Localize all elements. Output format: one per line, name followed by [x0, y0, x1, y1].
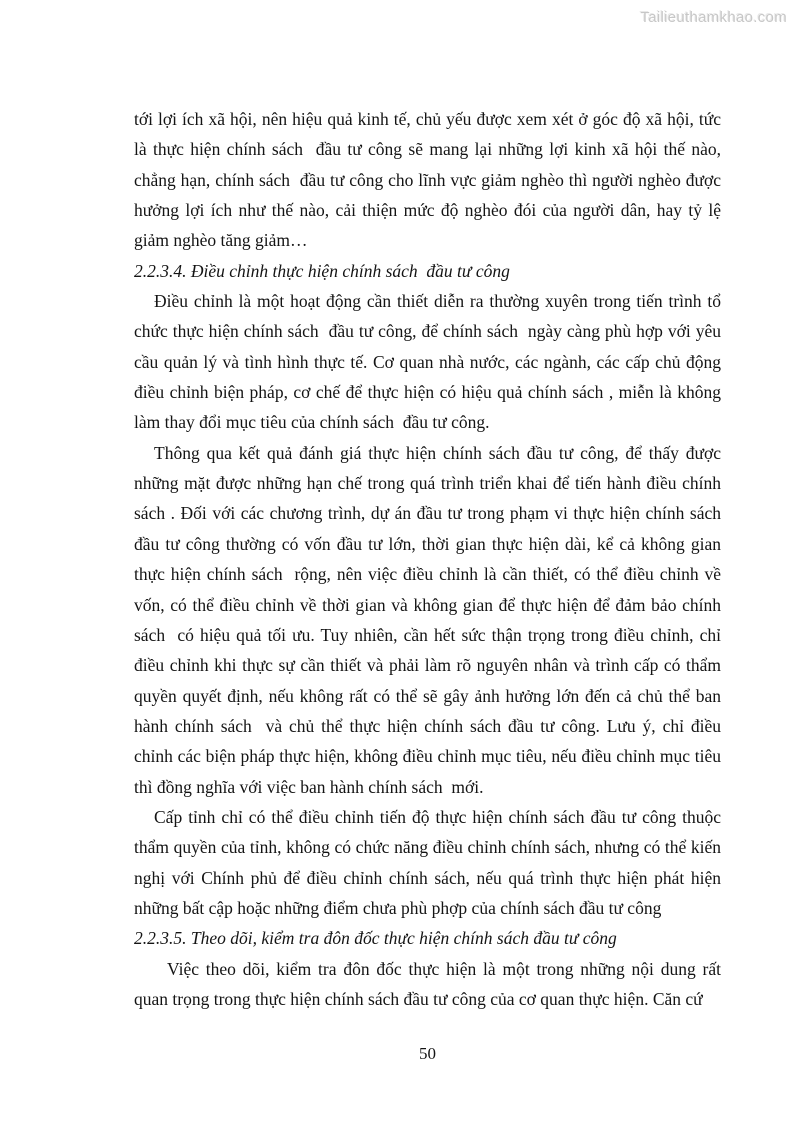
paragraph-adjustment-detail: Thông qua kết quả đánh giá thực hiện chính sách đầu tư công, để thấy được những mặt được những hạn chế trong quá trình triển khai để tiến hành điều chính sách . Đối với các chương trình, dự án đầu tư trong phạm vi thực hiện chính sách đầu tư công thường có vốn đầu tư lớn, thời gian thực hiện dài, kể cả không gian thực hiện chính sách rộng, nên việc điều chỉnh là cần thiết, có thể điều chỉnh về vốn, có thể điều chỉnh về thời gian và không gian để thực hiện để đảm bảo chính sách có hiệu quả tối ưu. Tuy nhiên, cần hết sức thận trọng trong điều chỉnh, chỉ điều chỉnh khi thực sự cần thiết và phải làm rõ nguyên nhân và trình cấp có thẩm quyền quyết định, nếu không rất có thể sẽ gây ảnh hưởng lớn đến cả chủ thể ban hành chính sách và chủ thể thực hiện chính sách đầu tư công. Lưu ý, chỉ điều chỉnh các biện pháp thực hiện, không điều chỉnh mục tiêu, nếu điều chỉnh mục tiêu thì đồng nghĩa với việc ban hành chính sách mới.	[134, 442, 726, 797]
document-body	[134, 104, 726, 1014]
paragraph-continuation: tới lợi ích xã hội, nên hiệu quả kinh tế, chủ yếu được xem xét ở góc độ xã hội, tức là thực hiện chính sách đầu tư công sẽ mang lại những lợi kinh xã hội thế nào, chẳng hạn, chính sách đầu tư công cho lĩnh vực giảm nghèo thì người nghèo được hưởng lợi ích như thế nào, cải thiện mức độ nghèo đói của người dân, hay tỷ lệ giảm nghèo tăng giảm…	[134, 109, 726, 251]
paragraph-adjustment-intro: Điều chỉnh là một hoạt động cần thiết diễn ra thường xuyên trong tiến trình tổ chức thực hiện chính sách đầu tư công, để chính sách ngày càng phù hợp với yêu cầu quản lý và tình hình thực tế. Cơ quan nhà nước, các ngành, các cấp chủ động điều chỉnh biện pháp, cơ chế để thực hiện có hiệu quả chính sách , miễn là không làm thay đổi mục tiêu của chính sách đầu tư công.	[134, 291, 726, 433]
paragraph-adjustment-province: Cấp tỉnh chỉ có thể điều chỉnh tiến độ thực hiện chính sách đầu tư công thuộc thẩm quyền của tỉnh, không có chức năng điều chỉnh chính sách, nhưng có thể kiến nghị với Chính phủ để điều chỉnh chính sách, nếu quá trình thực hiện phát hiện những bất cập hoặc những điểm chưa phù phợp của chính sách đầu tư công	[134, 806, 726, 918]
section-heading-2-2-3-5: 2.2.3.5. Theo dõi, kiểm tra đôn đốc thực hiện chính sách đầu tư công	[134, 928, 617, 949]
watermark-text: Tailieuthamkhao.com	[640, 9, 787, 26]
page-number: 50	[419, 1044, 436, 1063]
section-heading-2-2-3-4: 2.2.3.4. Điều chỉnh thực hiện chính sách đầu tư công	[134, 260, 510, 281]
paragraph-monitoring-intro: Việc theo dõi, kiểm tra đôn đốc thực hiện là một trong những nội dung rất quan trọng trong thực hiện chính sách đầu tư công của cơ quan thực hiện. Căn cứ	[134, 958, 726, 1009]
